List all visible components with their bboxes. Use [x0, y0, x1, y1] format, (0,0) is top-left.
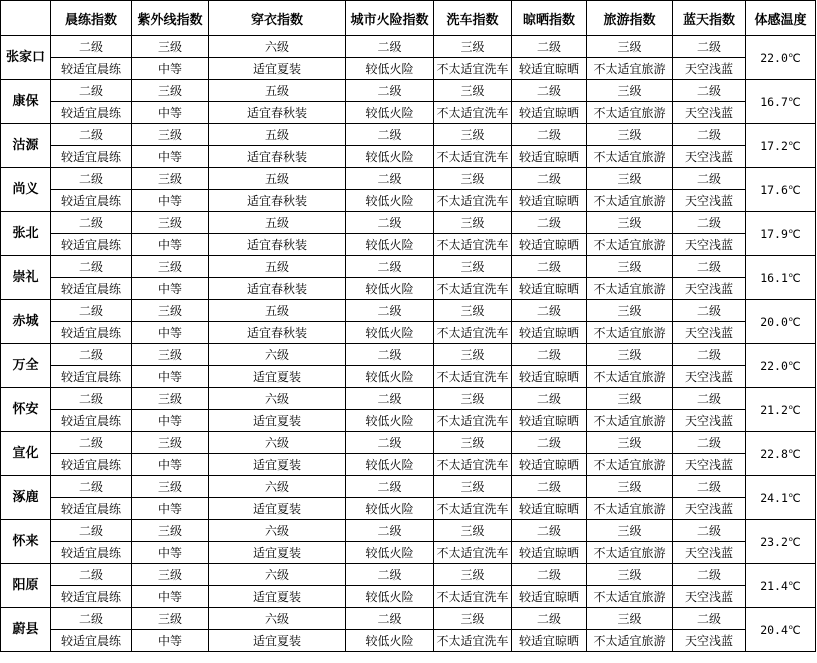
feels-like-temp: 20.0℃	[746, 300, 816, 344]
table-row	[1, 322, 816, 344]
blue-sky-level: 二级	[673, 256, 746, 278]
header-car-wash: 洗车指数	[434, 1, 512, 36]
header-travel: 旅游指数	[587, 1, 673, 36]
drying-desc: 较适宜晾晒	[512, 454, 587, 476]
drying-level: 二级	[512, 124, 587, 146]
dressing-desc: 适宜夏装	[209, 586, 346, 608]
feels-like-temp: 24.1℃	[746, 476, 816, 520]
dressing-desc: 适宜春秋装	[209, 102, 346, 124]
travel-level: 三级	[587, 564, 673, 586]
table-row	[1, 366, 816, 388]
fire-risk-desc: 较低火险	[346, 366, 434, 388]
travel-level: 三级	[587, 212, 673, 234]
car-wash-level: 三级	[434, 256, 512, 278]
drying-desc: 较适宜晾晒	[512, 630, 587, 652]
table-row	[1, 102, 816, 124]
car-wash-level: 三级	[434, 564, 512, 586]
dressing-desc: 适宜夏装	[209, 410, 346, 432]
car-wash-level: 三级	[434, 520, 512, 542]
blue-sky-desc: 天空浅蓝	[673, 102, 746, 124]
table-row	[1, 432, 816, 454]
car-wash-level: 三级	[434, 80, 512, 102]
table-row	[1, 608, 816, 630]
car-wash-level: 三级	[434, 476, 512, 498]
dressing-level: 五级	[209, 168, 346, 190]
city-name: 崇礼	[1, 256, 51, 300]
car-wash-desc: 不太适宜洗车	[434, 630, 512, 652]
drying-desc: 较适宜晾晒	[512, 190, 587, 212]
travel-desc: 不太适宜旅游	[587, 498, 673, 520]
morning-exercise-level: 二级	[51, 608, 132, 630]
morning-exercise-desc: 较适宜晨练	[51, 630, 132, 652]
table-row	[1, 36, 816, 58]
feels-like-temp: 21.4℃	[746, 564, 816, 608]
table-row	[1, 388, 816, 410]
morning-exercise-level: 二级	[51, 476, 132, 498]
city-name: 赤城	[1, 300, 51, 344]
dressing-desc: 适宜春秋装	[209, 146, 346, 168]
morning-exercise-level: 二级	[51, 124, 132, 146]
feels-like-temp: 16.1℃	[746, 256, 816, 300]
uv-level: 三级	[132, 124, 209, 146]
morning-exercise-level: 二级	[51, 80, 132, 102]
fire-risk-level: 二级	[346, 608, 434, 630]
blue-sky-level: 二级	[673, 212, 746, 234]
drying-desc: 较适宜晾晒	[512, 542, 587, 564]
fire-risk-desc: 较低火险	[346, 630, 434, 652]
table-row	[1, 278, 816, 300]
car-wash-desc: 不太适宜洗车	[434, 278, 512, 300]
uv-level: 三级	[132, 564, 209, 586]
dressing-level: 五级	[209, 80, 346, 102]
drying-desc: 较适宜晾晒	[512, 586, 587, 608]
fire-risk-desc: 较低火险	[346, 190, 434, 212]
dressing-desc: 适宜夏装	[209, 366, 346, 388]
car-wash-level: 三级	[434, 212, 512, 234]
table-row	[1, 124, 816, 146]
travel-desc: 不太适宜旅游	[587, 146, 673, 168]
morning-exercise-desc: 较适宜晨练	[51, 542, 132, 564]
city-name: 阳原	[1, 564, 51, 608]
fire-risk-level: 二级	[346, 124, 434, 146]
travel-desc: 不太适宜旅游	[587, 366, 673, 388]
drying-level: 二级	[512, 80, 587, 102]
blue-sky-level: 二级	[673, 300, 746, 322]
car-wash-level: 三级	[434, 432, 512, 454]
travel-desc: 不太适宜旅游	[587, 630, 673, 652]
city-name: 沽源	[1, 124, 51, 168]
blue-sky-level: 二级	[673, 432, 746, 454]
drying-desc: 较适宜晾晒	[512, 234, 587, 256]
table-row	[1, 410, 816, 432]
blue-sky-level: 二级	[673, 520, 746, 542]
uv-desc: 中等	[132, 58, 209, 80]
morning-exercise-desc: 较适宜晨练	[51, 234, 132, 256]
uv-level: 三级	[132, 608, 209, 630]
city-name: 蔚县	[1, 608, 51, 652]
blue-sky-desc: 天空浅蓝	[673, 454, 746, 476]
fire-risk-level: 二级	[346, 520, 434, 542]
header-corner	[1, 1, 51, 36]
travel-level: 三级	[587, 476, 673, 498]
morning-exercise-level: 二级	[51, 212, 132, 234]
travel-desc: 不太适宜旅游	[587, 322, 673, 344]
fire-risk-level: 二级	[346, 388, 434, 410]
dressing-level: 五级	[209, 124, 346, 146]
table-row	[1, 564, 816, 586]
blue-sky-desc: 天空浅蓝	[673, 278, 746, 300]
dressing-level: 五级	[209, 300, 346, 322]
table-row	[1, 58, 816, 80]
morning-exercise-desc: 较适宜晨练	[51, 278, 132, 300]
dressing-desc: 适宜夏装	[209, 498, 346, 520]
fire-risk-level: 二级	[346, 36, 434, 58]
travel-level: 三级	[587, 608, 673, 630]
morning-exercise-level: 二级	[51, 300, 132, 322]
car-wash-desc: 不太适宜洗车	[434, 542, 512, 564]
travel-desc: 不太适宜旅游	[587, 454, 673, 476]
blue-sky-level: 二级	[673, 476, 746, 498]
blue-sky-level: 二级	[673, 36, 746, 58]
fire-risk-desc: 较低火险	[346, 102, 434, 124]
blue-sky-level: 二级	[673, 388, 746, 410]
dressing-level: 六级	[209, 520, 346, 542]
uv-level: 三级	[132, 256, 209, 278]
table-row	[1, 476, 816, 498]
dressing-desc: 适宜夏装	[209, 542, 346, 564]
dressing-level: 六级	[209, 608, 346, 630]
feels-like-temp: 22.0℃	[746, 344, 816, 388]
city-name: 张北	[1, 212, 51, 256]
fire-risk-desc: 较低火险	[346, 278, 434, 300]
feels-like-temp: 16.7℃	[746, 80, 816, 124]
car-wash-desc: 不太适宜洗车	[434, 410, 512, 432]
uv-desc: 中等	[132, 586, 209, 608]
dressing-desc: 适宜夏装	[209, 454, 346, 476]
travel-desc: 不太适宜旅游	[587, 586, 673, 608]
travel-desc: 不太适宜旅游	[587, 278, 673, 300]
drying-level: 二级	[512, 344, 587, 366]
car-wash-level: 三级	[434, 388, 512, 410]
travel-level: 三级	[587, 344, 673, 366]
fire-risk-level: 二级	[346, 80, 434, 102]
blue-sky-desc: 天空浅蓝	[673, 366, 746, 388]
morning-exercise-desc: 较适宜晨练	[51, 366, 132, 388]
city-name: 张家口	[1, 36, 51, 80]
dressing-desc: 适宜夏装	[209, 58, 346, 80]
morning-exercise-level: 二级	[51, 256, 132, 278]
morning-exercise-desc: 较适宜晨练	[51, 102, 132, 124]
blue-sky-desc: 天空浅蓝	[673, 58, 746, 80]
travel-desc: 不太适宜旅游	[587, 102, 673, 124]
car-wash-desc: 不太适宜洗车	[434, 58, 512, 80]
drying-level: 二级	[512, 476, 587, 498]
drying-level: 二级	[512, 388, 587, 410]
header-drying: 晾晒指数	[512, 1, 587, 36]
car-wash-level: 三级	[434, 124, 512, 146]
uv-level: 三级	[132, 212, 209, 234]
morning-exercise-desc: 较适宜晨练	[51, 586, 132, 608]
feels-like-temp: 21.2℃	[746, 388, 816, 432]
dressing-level: 五级	[209, 256, 346, 278]
header-fire-risk: 城市火险指数	[346, 1, 434, 36]
uv-desc: 中等	[132, 146, 209, 168]
drying-level: 二级	[512, 168, 587, 190]
blue-sky-desc: 天空浅蓝	[673, 630, 746, 652]
blue-sky-level: 二级	[673, 168, 746, 190]
feels-like-temp: 17.6℃	[746, 168, 816, 212]
fire-risk-desc: 较低火险	[346, 146, 434, 168]
dressing-desc: 适宜春秋装	[209, 278, 346, 300]
car-wash-level: 三级	[434, 168, 512, 190]
car-wash-desc: 不太适宜洗车	[434, 454, 512, 476]
fire-risk-level: 二级	[346, 168, 434, 190]
blue-sky-desc: 天空浅蓝	[673, 322, 746, 344]
fire-risk-level: 二级	[346, 212, 434, 234]
morning-exercise-desc: 较适宜晨练	[51, 322, 132, 344]
travel-desc: 不太适宜旅游	[587, 410, 673, 432]
drying-level: 二级	[512, 432, 587, 454]
travel-level: 三级	[587, 300, 673, 322]
travel-desc: 不太适宜旅游	[587, 190, 673, 212]
morning-exercise-level: 二级	[51, 36, 132, 58]
header-blue-sky: 蓝天指数	[673, 1, 746, 36]
table-row	[1, 256, 816, 278]
drying-desc: 较适宜晾晒	[512, 146, 587, 168]
dressing-desc: 适宜春秋装	[209, 322, 346, 344]
fire-risk-desc: 较低火险	[346, 58, 434, 80]
blue-sky-level: 二级	[673, 344, 746, 366]
car-wash-desc: 不太适宜洗车	[434, 102, 512, 124]
table-row	[1, 344, 816, 366]
car-wash-level: 三级	[434, 36, 512, 58]
fire-risk-level: 二级	[346, 256, 434, 278]
feels-like-temp: 22.0℃	[746, 36, 816, 80]
header-row	[1, 1, 816, 36]
drying-level: 二级	[512, 212, 587, 234]
drying-desc: 较适宜晾晒	[512, 322, 587, 344]
city-name: 涿鹿	[1, 476, 51, 520]
uv-desc: 中等	[132, 190, 209, 212]
morning-exercise-level: 二级	[51, 432, 132, 454]
fire-risk-desc: 较低火险	[346, 586, 434, 608]
table-row	[1, 520, 816, 542]
drying-level: 二级	[512, 608, 587, 630]
dressing-level: 六级	[209, 564, 346, 586]
uv-desc: 中等	[132, 102, 209, 124]
car-wash-desc: 不太适宜洗车	[434, 586, 512, 608]
drying-level: 二级	[512, 564, 587, 586]
dressing-level: 六级	[209, 476, 346, 498]
fire-risk-level: 二级	[346, 476, 434, 498]
drying-desc: 较适宜晾晒	[512, 498, 587, 520]
uv-level: 三级	[132, 168, 209, 190]
travel-level: 三级	[587, 36, 673, 58]
travel-level: 三级	[587, 256, 673, 278]
drying-desc: 较适宜晾晒	[512, 366, 587, 388]
fire-risk-desc: 较低火险	[346, 454, 434, 476]
blue-sky-level: 二级	[673, 80, 746, 102]
drying-desc: 较适宜晾晒	[512, 102, 587, 124]
uv-level: 三级	[132, 344, 209, 366]
header-dressing: 穿衣指数	[209, 1, 346, 36]
uv-desc: 中等	[132, 498, 209, 520]
drying-level: 二级	[512, 520, 587, 542]
table-row	[1, 234, 816, 256]
fire-risk-desc: 较低火险	[346, 322, 434, 344]
table-row	[1, 498, 816, 520]
uv-level: 三级	[132, 476, 209, 498]
car-wash-desc: 不太适宜洗车	[434, 366, 512, 388]
uv-desc: 中等	[132, 454, 209, 476]
dressing-level: 六级	[209, 344, 346, 366]
city-name: 怀来	[1, 520, 51, 564]
drying-desc: 较适宜晾晒	[512, 58, 587, 80]
blue-sky-desc: 天空浅蓝	[673, 498, 746, 520]
morning-exercise-desc: 较适宜晨练	[51, 58, 132, 80]
travel-desc: 不太适宜旅游	[587, 542, 673, 564]
travel-level: 三级	[587, 124, 673, 146]
dressing-desc: 适宜春秋装	[209, 234, 346, 256]
car-wash-level: 三级	[434, 608, 512, 630]
car-wash-desc: 不太适宜洗车	[434, 322, 512, 344]
table-row	[1, 542, 816, 564]
morning-exercise-level: 二级	[51, 344, 132, 366]
table-row	[1, 190, 816, 212]
dressing-level: 六级	[209, 432, 346, 454]
blue-sky-desc: 天空浅蓝	[673, 234, 746, 256]
blue-sky-desc: 天空浅蓝	[673, 542, 746, 564]
blue-sky-desc: 天空浅蓝	[673, 190, 746, 212]
uv-desc: 中等	[132, 410, 209, 432]
city-name: 康保	[1, 80, 51, 124]
fire-risk-desc: 较低火险	[346, 234, 434, 256]
fire-risk-desc: 较低火险	[346, 410, 434, 432]
feels-like-temp: 17.2℃	[746, 124, 816, 168]
morning-exercise-desc: 较适宜晨练	[51, 454, 132, 476]
morning-exercise-desc: 较适宜晨练	[51, 146, 132, 168]
uv-desc: 中等	[132, 366, 209, 388]
fire-risk-level: 二级	[346, 344, 434, 366]
fire-risk-desc: 较低火险	[346, 498, 434, 520]
morning-exercise-level: 二级	[51, 388, 132, 410]
header-morning-exercise: 晨练指数	[51, 1, 132, 36]
blue-sky-level: 二级	[673, 608, 746, 630]
fire-risk-level: 二级	[346, 300, 434, 322]
dressing-desc: 适宜夏装	[209, 630, 346, 652]
uv-level: 三级	[132, 432, 209, 454]
morning-exercise-level: 二级	[51, 564, 132, 586]
morning-exercise-desc: 较适宜晨练	[51, 190, 132, 212]
blue-sky-level: 二级	[673, 124, 746, 146]
travel-level: 三级	[587, 388, 673, 410]
morning-exercise-level: 二级	[51, 520, 132, 542]
uv-level: 三级	[132, 80, 209, 102]
city-name: 宣化	[1, 432, 51, 476]
uv-level: 三级	[132, 300, 209, 322]
car-wash-level: 三级	[434, 300, 512, 322]
travel-level: 三级	[587, 80, 673, 102]
travel-level: 三级	[587, 168, 673, 190]
car-wash-desc: 不太适宜洗车	[434, 146, 512, 168]
travel-desc: 不太适宜旅游	[587, 58, 673, 80]
fire-risk-level: 二级	[346, 432, 434, 454]
table-row	[1, 300, 816, 322]
blue-sky-level: 二级	[673, 564, 746, 586]
car-wash-desc: 不太适宜洗车	[434, 498, 512, 520]
car-wash-level: 三级	[434, 344, 512, 366]
city-name: 万全	[1, 344, 51, 388]
drying-desc: 较适宜晾晒	[512, 278, 587, 300]
travel-level: 三级	[587, 520, 673, 542]
drying-level: 二级	[512, 300, 587, 322]
morning-exercise-desc: 较适宜晨练	[51, 498, 132, 520]
dressing-level: 六级	[209, 36, 346, 58]
uv-level: 三级	[132, 520, 209, 542]
blue-sky-desc: 天空浅蓝	[673, 586, 746, 608]
uv-level: 三级	[132, 388, 209, 410]
travel-desc: 不太适宜旅游	[587, 234, 673, 256]
drying-desc: 较适宜晾晒	[512, 410, 587, 432]
city-name: 尚义	[1, 168, 51, 212]
city-name: 怀安	[1, 388, 51, 432]
table-row	[1, 212, 816, 234]
fire-risk-desc: 较低火险	[346, 542, 434, 564]
uv-desc: 中等	[132, 630, 209, 652]
table-body	[1, 36, 816, 652]
car-wash-desc: 不太适宜洗车	[434, 234, 512, 256]
morning-exercise-desc: 较适宜晨练	[51, 410, 132, 432]
morning-exercise-level: 二级	[51, 168, 132, 190]
dressing-level: 六级	[209, 388, 346, 410]
table-row	[1, 586, 816, 608]
feels-like-temp: 20.4℃	[746, 608, 816, 652]
travel-level: 三级	[587, 432, 673, 454]
dressing-desc: 适宜春秋装	[209, 190, 346, 212]
uv-desc: 中等	[132, 322, 209, 344]
blue-sky-desc: 天空浅蓝	[673, 146, 746, 168]
drying-level: 二级	[512, 36, 587, 58]
uv-desc: 中等	[132, 278, 209, 300]
table-row	[1, 454, 816, 476]
fire-risk-level: 二级	[346, 564, 434, 586]
table-row	[1, 146, 816, 168]
uv-level: 三级	[132, 36, 209, 58]
header-feels-like-temp: 体感温度	[746, 1, 816, 36]
uv-desc: 中等	[132, 542, 209, 564]
table-row	[1, 630, 816, 652]
blue-sky-desc: 天空浅蓝	[673, 410, 746, 432]
table-row	[1, 168, 816, 190]
drying-level: 二级	[512, 256, 587, 278]
car-wash-desc: 不太适宜洗车	[434, 190, 512, 212]
feels-like-temp: 23.2℃	[746, 520, 816, 564]
feels-like-temp: 22.8℃	[746, 432, 816, 476]
header-uv: 紫外线指数	[132, 1, 209, 36]
table-row	[1, 80, 816, 102]
uv-desc: 中等	[132, 234, 209, 256]
dressing-level: 五级	[209, 212, 346, 234]
feels-like-temp: 17.9℃	[746, 212, 816, 256]
